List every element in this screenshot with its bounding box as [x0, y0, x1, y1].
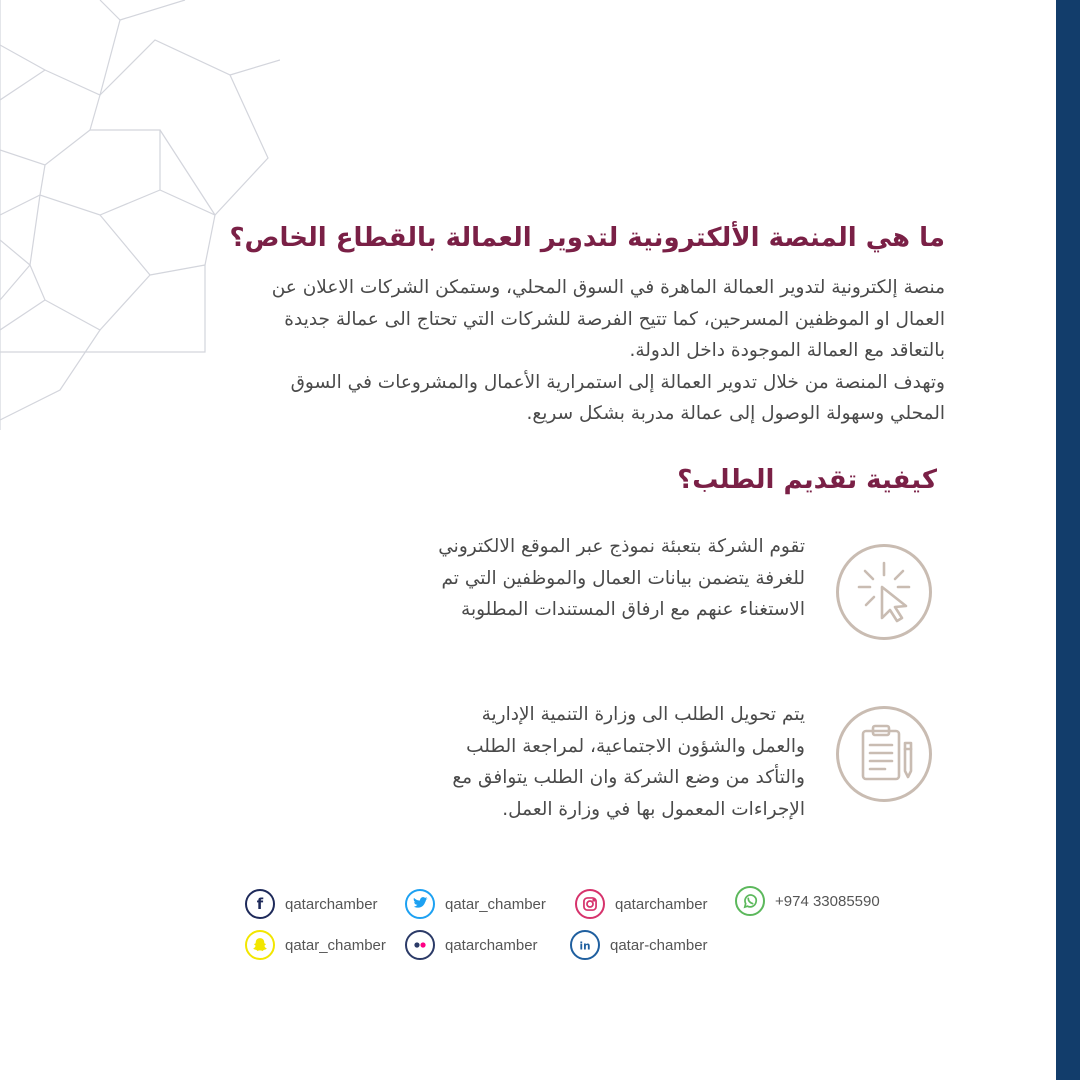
facebook-handle: qatarchamber	[285, 895, 378, 913]
section-title-how-to-apply: كيفية تقديم الطلب؟	[677, 465, 937, 495]
svg-text:in: in	[579, 940, 591, 953]
snapchat-link[interactable]	[245, 930, 386, 960]
flickr-link[interactable]	[405, 930, 538, 960]
facebook-link[interactable]	[245, 889, 378, 919]
whatsapp-icon	[735, 886, 765, 916]
intro-text	[255, 272, 945, 430]
step-1-text: تقوم الشركة بتعبئة نموذج عبر الموقع الالكتروني للغرفة يتضمن بيانات العمال والموظفين التي تم الاستغناء عنهم مع ارفاق المستندات المطلوبة	[438, 536, 805, 620]
section-title-platform: ما هي المنصة الألكترونية لتدوير العمالة بالقطاع الخاص؟	[229, 223, 945, 253]
flickr-handle: qatarchamber	[445, 936, 538, 954]
geometric-pattern-decoration	[0, 0, 280, 430]
twitter-icon	[405, 889, 435, 919]
twitter-handle: qatar_chamber	[445, 895, 546, 913]
facebook-icon	[245, 889, 275, 919]
intro-paragraph-1: منصة إلكترونية لتدوير العمالة الماهرة في السوق المحلي، وستمكن الشركات الاعلان عن العمال او الموظفين المسرحين، كما تتيح الفرصة للشركات التي تحتاج الى عمالة جديدة بالتعاقد مع العمالة الموجودة داخل الدولة.	[271, 277, 945, 361]
clipboard-pen-icon	[836, 706, 932, 802]
svg-text:f: f	[256, 896, 264, 914]
right-brand-bar	[1056, 0, 1080, 1080]
whatsapp-link[interactable]	[735, 886, 880, 916]
instagram-link[interactable]	[575, 889, 708, 919]
linkedin-icon	[570, 930, 600, 960]
instagram-handle: qatarchamber	[615, 895, 708, 913]
click-cursor-icon	[836, 544, 932, 640]
twitter-link[interactable]	[405, 889, 546, 919]
instagram-icon	[575, 889, 605, 919]
snapchat-icon	[245, 930, 275, 960]
flickr-icon	[405, 930, 435, 960]
linkedin-link[interactable]	[570, 930, 708, 960]
snapchat-handle: qatar_chamber	[285, 936, 386, 954]
step-2-text: يتم تحويل الطلب الى وزارة التنمية الإدارية والعمل والشؤون الاجتماعية، لمراجعة الطلب والتأكد من وضع الشركة وان الطلب يتوافق مع الإجراءات المعمول بها في وزارة العمل.	[452, 704, 805, 820]
linkedin-handle: qatar-chamber	[610, 936, 708, 954]
whatsapp-number: +974 33085590	[775, 892, 880, 910]
intro-paragraph-2: وتهدف المنصة من خلال تدوير العمالة إلى استمرارية الأعمال والمشروعات في السوق المحلي وسهولة الوصول إلى عمالة مدربة بشكل سريع.	[290, 371, 945, 424]
